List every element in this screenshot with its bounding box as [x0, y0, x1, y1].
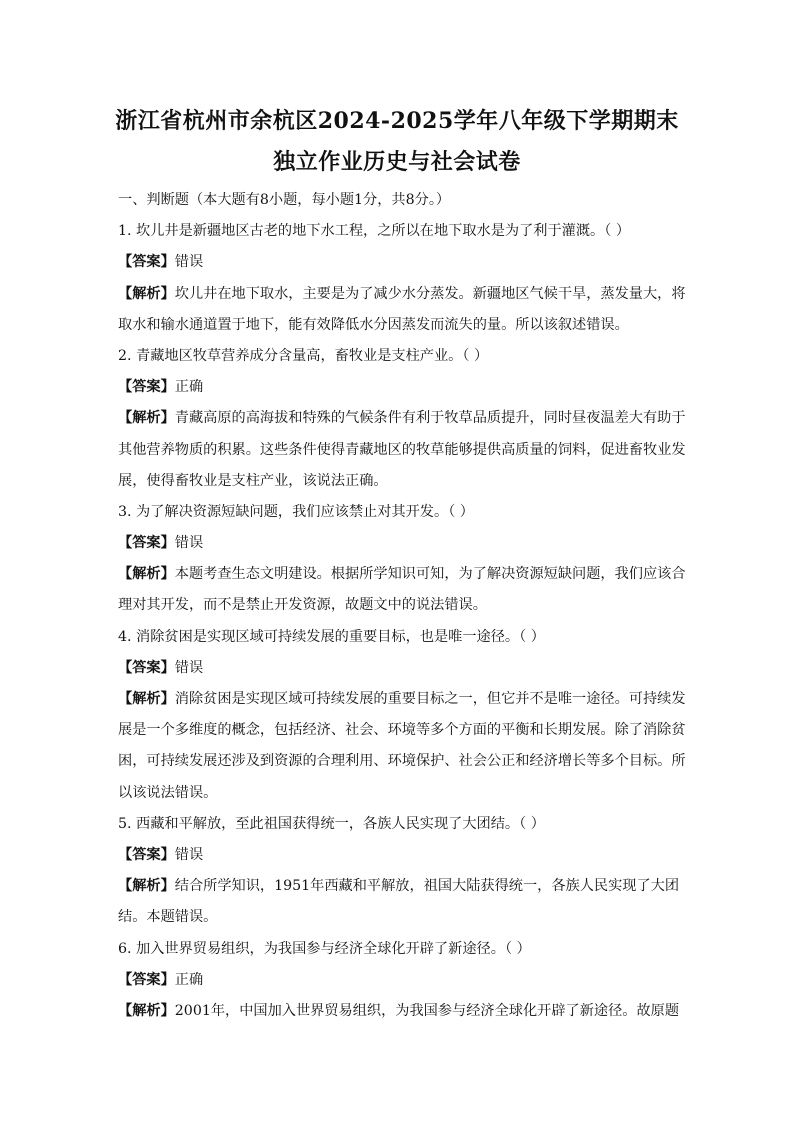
- question-1: 1. 坎儿井是新疆地区古老的地下水工程，之所以在地下取水是为了利于灌溉。（ ）: [118, 223, 631, 240]
- analysis-2-line-1: [118, 403, 686, 434]
- analysis-label: 【解析】: [118, 691, 175, 707]
- analysis-label: 【解析】: [118, 410, 175, 427]
- document-title-line-1: 浙江省杭州市余杭区2024-2025学年八年级下学期期末: [115, 108, 679, 134]
- answer-1: [118, 247, 678, 278]
- answer-value: 正确: [174, 971, 204, 988]
- analysis-1-line-2: 取水和输水通道置于地下，能有效降低水分因蒸发而流失的量。所以该叙述错误。: [118, 316, 629, 333]
- analysis-3-line-2: 理对其开发，而不是禁止开发资源，故题文中的说法错误。: [118, 597, 487, 614]
- question-6: 6. 加入世界贸易组织，为我国参与经济全球化开辟了新途径。（ ）: [118, 940, 531, 957]
- analysis-label: 【解析】: [118, 566, 175, 583]
- question-4: 4. 消除贫困是实现区域可持续发展的重要目标，也是唯一途径。（ ）: [118, 628, 545, 645]
- answer-6: [118, 965, 678, 996]
- analysis-label: 【解析】: [118, 878, 175, 895]
- answer-label: 【答案】: [118, 379, 175, 396]
- analysis-2-line-3: 展，使得畜牧业是支柱产业，该说法正确。: [118, 472, 388, 489]
- analysis-1-line-1: [118, 279, 686, 310]
- analysis-4-line-4: 以该说法错误。: [118, 784, 218, 801]
- question-3: 3. 为了解决资源短缺问题，我们应该禁止对其开发。（ ）: [118, 503, 474, 520]
- answer-value: 错误: [174, 535, 204, 552]
- analysis-3-line-1: [118, 559, 686, 590]
- answer-label: 【答案】: [118, 535, 175, 552]
- answer-label: 【答案】: [118, 971, 175, 988]
- analysis-5-line-2: 结。本题错误。: [118, 909, 218, 926]
- analysis-text: 结合所学知识，1951年西藏和平解放，祖国大陆获得统一，各族人民实现了大团: [174, 878, 680, 895]
- answer-value: 错误: [174, 659, 204, 676]
- analysis-text: 2001年，中国加入世界贸易组织，为我国参与经济全球化开辟了新途径。故原题: [174, 1002, 680, 1019]
- analysis-4-line-1: [118, 684, 686, 715]
- analysis-text: 坎儿井在地下取水，主要是为了减少水分蒸发。新疆地区气候干旱，蒸发量大，将: [174, 285, 686, 302]
- document-body: [118, 185, 686, 1027]
- answer-4: [118, 653, 678, 684]
- answer-value: 正确: [174, 379, 204, 396]
- answer-2: [118, 372, 678, 403]
- analysis-text: 本题考查生态文明建设。根据所学知识可知，为了解决资源短缺问题，我们应该合: [174, 566, 686, 583]
- answer-label: 【答案】: [118, 659, 175, 676]
- answer-3: [118, 528, 678, 559]
- analysis-label: 【解析】: [118, 1002, 175, 1019]
- answer-label: 【答案】: [118, 254, 175, 271]
- section-heading: 一、判断题（本大题有8小题，每小题1分，共8分。）: [118, 192, 451, 208]
- analysis-6-line-1: [118, 996, 678, 1027]
- answer-value: 错误: [174, 846, 204, 863]
- analysis-2-line-2: 其他营养物质的积累。这些条件使得青藏地区的牧草能够提供高质量的饲料，促进畜牧业发: [118, 441, 686, 458]
- document-title-line-2: 独立作业历史与社会试卷: [273, 149, 521, 175]
- analysis-label: 【解析】: [118, 285, 175, 302]
- answer-value: 错误: [174, 254, 204, 271]
- analysis-4-line-3: 困，可持续发展还涉及到资源的合理利用、环境保护、社会公正和经济增长等多个目标。所: [118, 753, 686, 770]
- analysis-text: 消除贫困是实现区域可持续发展的重要目标之一，但它并不是唯一途径。可持续发: [174, 691, 686, 707]
- answer-label: 【答案】: [118, 846, 175, 863]
- question-5: 5. 西藏和平解放，至此祖国获得统一，各族人民实现了大团结。（ ）: [118, 815, 545, 832]
- question-2: 2. 青藏地区牧草营养成分含量高，畜牧业是支柱产业。（ ）: [118, 347, 489, 364]
- analysis-5-line-1: [118, 871, 678, 902]
- analysis-4-line-2: 展是一个多维度的概念，包括经济、社会、环境等多个方面的平衡和长期发展。除了消除贫: [118, 722, 686, 739]
- analysis-text: 青藏高原的高海拔和特殊的气候条件有利于牧草品质提升，同时昼夜温差大有助于: [174, 410, 686, 427]
- answer-5: [118, 840, 678, 871]
